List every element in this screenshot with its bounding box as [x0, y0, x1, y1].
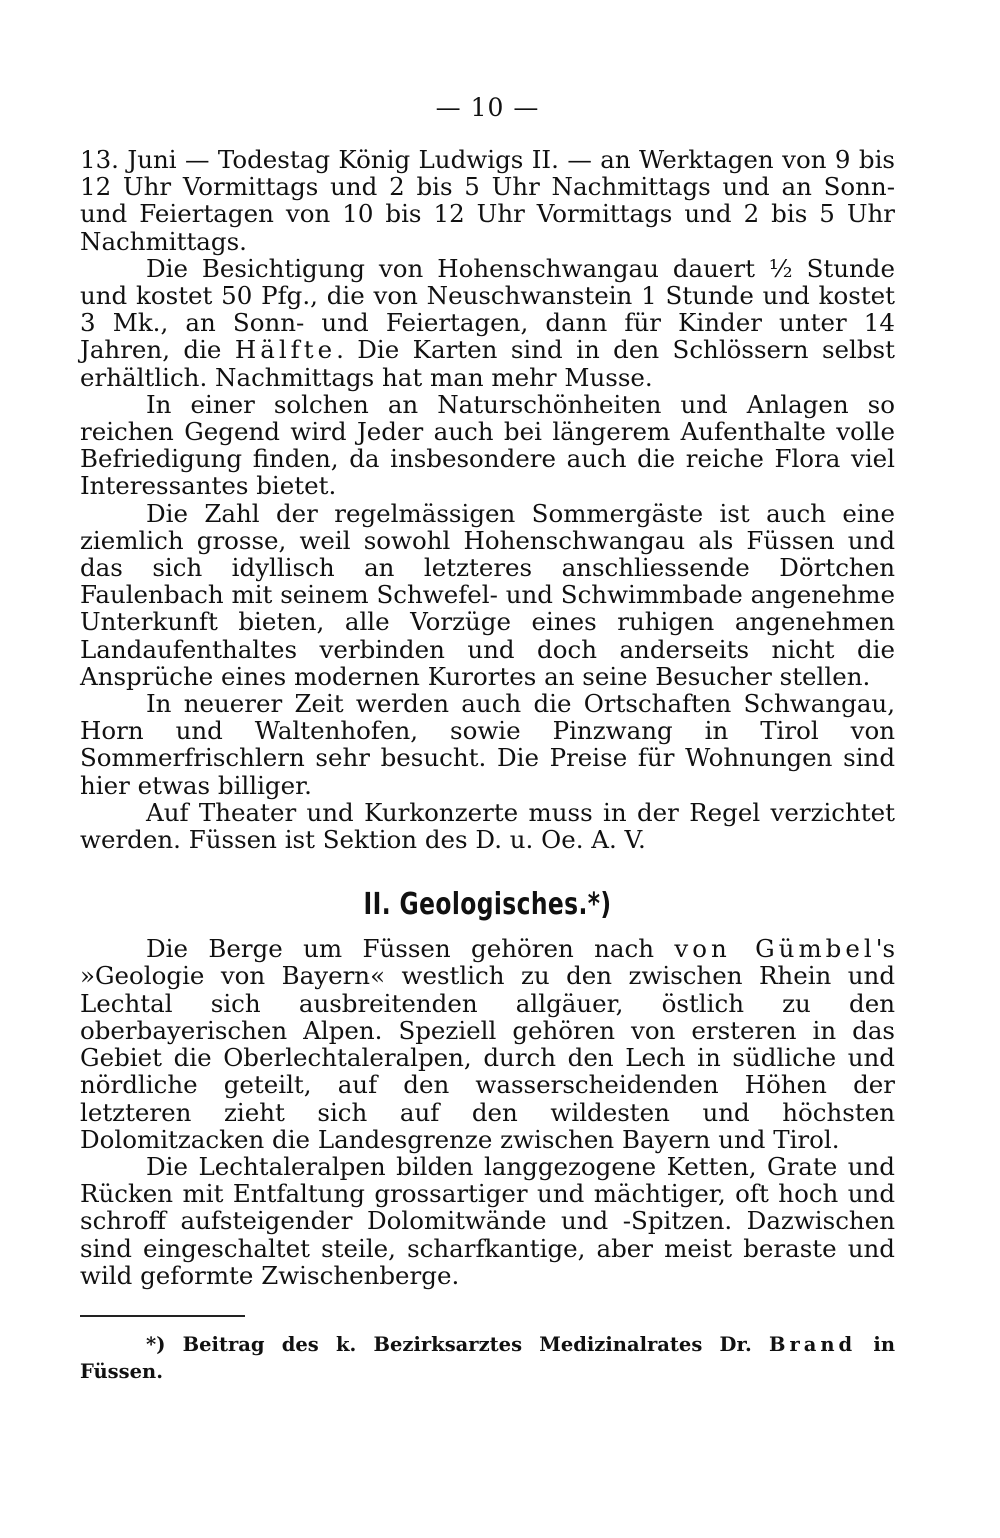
footnote-divider — [80, 1315, 245, 1317]
section-1-body — [80, 146, 895, 853]
visit-costs-text-a: Die Besichtigung von Hohenschwangau dauert ½ Stunde und kostet 50 Pfg., die von Neuschwanstein 1 Stunde und kostet 3 Mk., an Sonn- und Feiertagen, — [80, 253, 895, 338]
spaced-word-haelfte: Hälfte — [234, 335, 337, 365]
page-number: — 10 — — [435, 93, 540, 122]
paragraph-natural-beauty: In einer solchen an Naturschönheiten und Anlagen so reichen Gegend wird Jeder auch bei längerem Aufenthalte volle Befriedigung finden, da insbesondere auch die reiche Flora viel Interessantes bietet. — [80, 389, 895, 501]
mountains-text-b: 's »Geologie von Bayern« westlich zu den zwischen Rhein und Lechtal sich ausbreitenden allgäuer, östlich zu den oberbayerischen Alpen. Speziell gehören von ersteren in das Gebiet die Oberlechtaleralpen, durch den Lech in südliche und nördliche geteilt, auf den wasserscheidenden Höhen der letzteren zieht sich auf den wildesten und höchsten Dolomitzacken die Landesgrenze zwischen Bayern und Tirol. — [80, 934, 896, 1154]
paragraph-visit-costs — [80, 255, 895, 391]
paragraph-theater: Auf Theater und Kurkonzerte muss in der Regel verzichtet werden. Füssen ist Sektion des D. u. Oe. A. V. — [80, 797, 895, 855]
footnote-text-b: in Füssen. — [80, 1332, 895, 1383]
visit-costs-text-c: . Die Karten sind in den Schlössern selbst erhältlich. Nachmittags hat man mehr Musse. — [80, 335, 895, 392]
footnote — [80, 1331, 895, 1385]
paragraph-mountains — [80, 935, 895, 1153]
visit-costs-text-b: dann für Kinder unter 14 Jahren, die — [80, 308, 895, 365]
paragraph-villages: In neuerer Zeit werden auch die Ortschaften Schwangau, Horn und Waltenhofen, sowie Pinzwang in Tirol von Sommerfrischlern sehr besucht. Die Preise für Wohnungen sind hier etwas billiger. — [80, 689, 895, 800]
paragraph-summer-guests: Die Zahl der regelmässigen Sommergäste ist auch eine ziemlich grosse, weil sowohl Hohenschwangau als Füssen und das sich idyllisch an letzteres anschliessende Dörtchen Faulenbach mit seinem Schwefel- und Schwimmbade angenehme Unterkunft bieten, alle Vorzüge eines ruhigen angenehmen Landaufenthaltes verbinden und doch anderseits nicht die Ansprüche eines modernen Kurortes an seine Besucher stellen. — [80, 498, 895, 691]
spaced-name-von-guembel: von Gümbel — [674, 934, 876, 964]
footnote-text-a: *) Beitrag des k. Bezirksarztes Medizinalrates Dr. — [146, 1332, 769, 1356]
paragraph-opening-hours: 13. Juni — Todestag König Ludwigs II. — an Werktagen von 9 bis 12 Uhr Vormittags und 2 bis 5 Uhr Nachmittags und an Sonn- und Feiertagen von 10 bis 12 Uhr Vormittags und 2 bis 5 Uhr Nachmittags. — [80, 145, 895, 256]
section-heading-geologisches: II. Geologisches.*) — [363, 887, 612, 923]
mountains-text-a: Die Berge um Füssen gehören nach — [146, 934, 675, 964]
paragraph-lechtaleralpen: Die Lechtaleralpen bilden langgezogene Ketten, Grate und Rücken mit Entfaltung grossartiger und mächtiger, oft hoch und schroff aufsteigender Dolomitwände und -Spitzen. Dazwischen sind eingeschaltet steile, scharfkantige, aber meist beraste und wild geformte Zwischenberge. — [80, 1151, 895, 1290]
spaced-name-brand: Brand — [768, 1332, 857, 1356]
section-2-body — [80, 935, 895, 1289]
